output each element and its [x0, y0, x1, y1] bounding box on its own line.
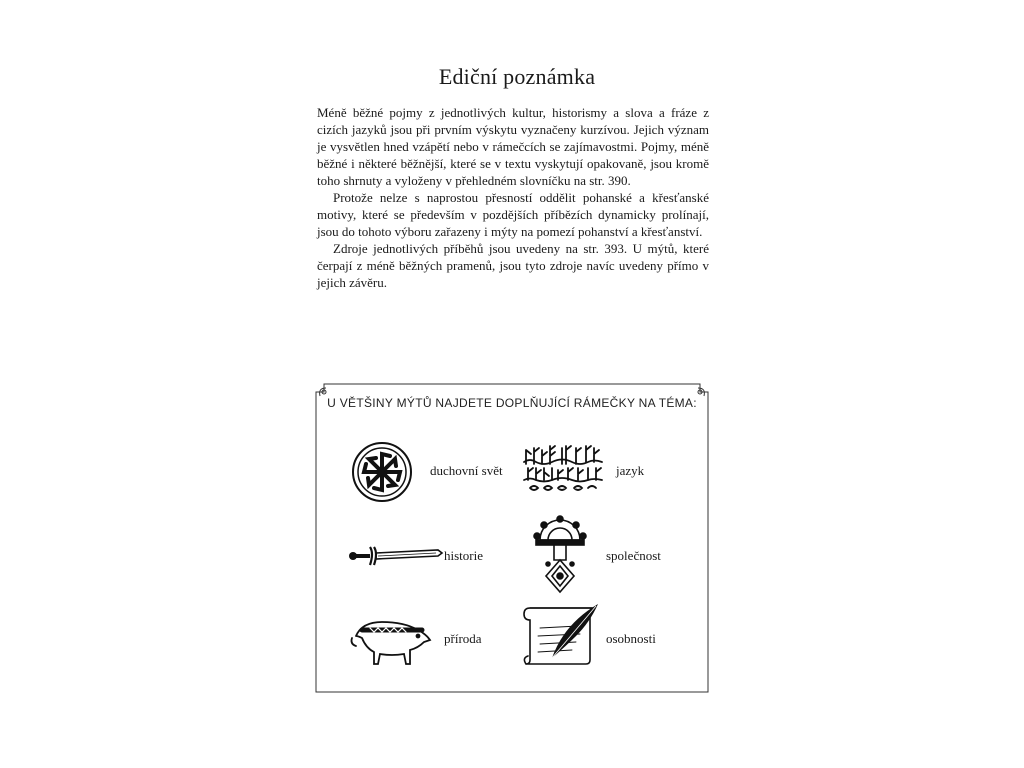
topics-box	[312, 376, 712, 696]
paragraph-1: Méně běžné pojmy z jednotlivých kultur, historismy a slova a fráze z cizích jazyků jsou při prvním výskytu vyznačeny kurzívou. Jejich význam je vysvětlen hned vzápětí nebo v rámečcích se zajímavostmi. Pojmy, méně běžné i některé běžnější, které se v textu vyskytují opakovaně, jsou kromě toho shrnuty a vyloženy v přehledném slovníčku na str. 390.	[317, 105, 709, 188]
paragraph-2: Protože nelze s naprostou přesností oddělit pohanské a křesťanské motivy, které se především v pozdějších příbězích dynamicky prolínají, jsou do tohoto výboru zařazeny i mýty na pomezí pohanství a křesťanství.	[317, 190, 709, 239]
boar-icon	[348, 616, 432, 668]
page-title: Ediční poznámka	[438, 64, 596, 89]
sword-icon	[348, 542, 444, 572]
box-heading: U VĚTŠINY MÝTŮ NAJDETE DOPLŇUJÍCÍ RÁMEČKY NA TÉMA:	[327, 396, 697, 410]
topic-label: duchovní svět	[430, 463, 503, 478]
topic-label: příroda	[444, 631, 482, 646]
topic-label: společnost	[606, 548, 661, 563]
topic-label: historie	[444, 548, 483, 563]
brooch-icon	[530, 514, 590, 594]
sun-wheel-icon	[350, 440, 414, 504]
topic-label: osobnosti	[606, 631, 656, 646]
paragraph-3: Zdroje jednotlivých příběhů jsou uvedeny na str. 393. U mýtů, které čerpají z méně běžných pramenů, jsou tyto zdroje navíc uvedeny přímo v jejich závěru.	[317, 241, 709, 290]
rune-inscription-icon	[522, 438, 604, 500]
body-text	[317, 104, 709, 291]
scroll-quill-icon	[522, 600, 602, 666]
topic-label: jazyk	[616, 463, 645, 478]
